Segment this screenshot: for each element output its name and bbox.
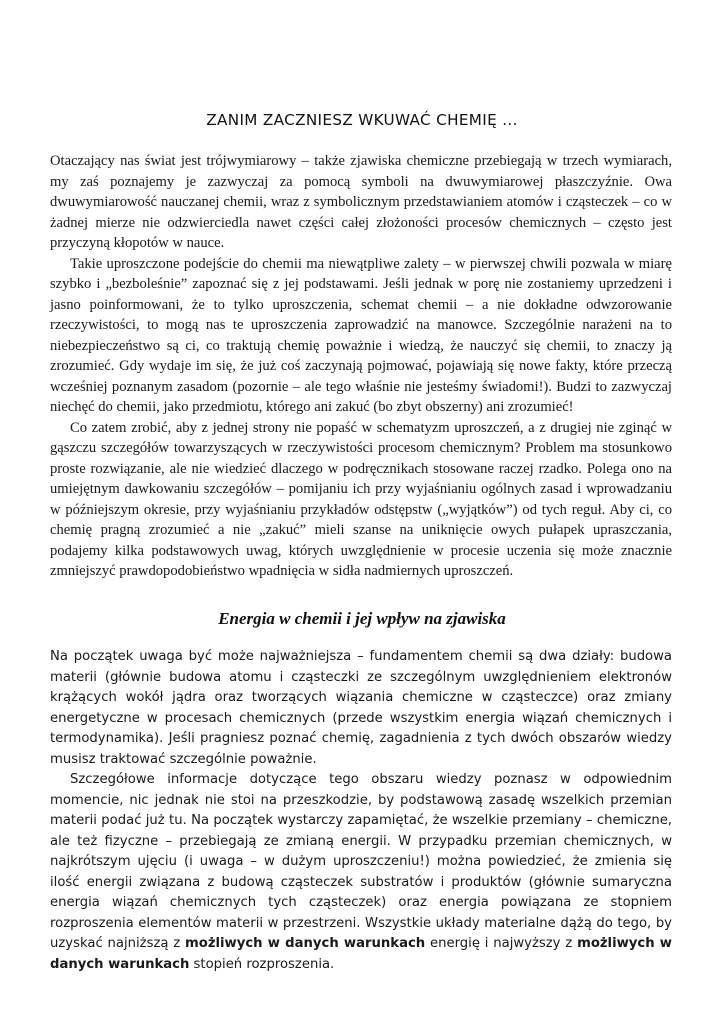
section-paragraph-2-text-3: stopień rozproszenia. bbox=[189, 956, 335, 972]
page-title: ZANIM ZACZNIESZ WKUWAĆ CHEMIĘ ... bbox=[206, 111, 518, 129]
energy-section bbox=[50, 647, 672, 975]
section-heading: Energia w chemii i jej wpływ na zjawiska bbox=[218, 609, 506, 628]
section-paragraph-2-text-1: Szczegółowe informacje dotyczące tego obszaru wiedzy poznasz w odpowiednim momencie, nic jednak nie stoi na przeszkodzie, by podstawową zasadę wszelkich przemian materii podać już tu. Na początek wystarczy zapamiętać, że wszelkie przemiany – chemiczne, ale też fizyczne – przebiegają ze zmianą energii. W przypadku przemian chemicznych, w najkrótszym ujęciu (i uwaga – w dużym uproszczeniu!) można powiedzieć, że zmienia się ilość energii związana z budową cząsteczek substratów i produktów (głównie sumaryczna energia wiązań chemicznych tych cząsteczek) oraz energia powiązana ze stopniem rozproszenia elementów materii w przestrzeni. Wszystkie układy materialne dążą do tego, by uzyskać najniższą z bbox=[50, 772, 672, 951]
section-paragraph-2-text-2: energię i najwyższy z bbox=[425, 936, 578, 951]
intro-section bbox=[50, 151, 672, 582]
intro-paragraph-1: Otaczający nas świat jest trójwymiarowy – także zjawiska chemiczne przebiegają w trzech wymiarach, my zaś poznajemy je zazwyczaj za pomocą symboli na dwuwymiarowej płaszczyźnie. Owa dwuwymiarowość nauczanej chemii, wraz z symbolicznym przedstawianiem atomów i cząsteczek – co w żadnej mierze nie odzwierciedla nawet części całej złożoności procesów chemicznych – często jest przyczyną kłopotów w nauce. bbox=[50, 153, 672, 251]
intro-paragraph-2: Takie uproszczone podejście do chemii ma niewątpliwe zalety – w pierwszej chwili pozwala w miarę szybko i „bezboleśnie” zapoznać się z jej podstawami. Jeśli jednak w porę nie zostaniemy uprzedzeni i jasno poinformowani, że to tylko uproszczenia, schemat chemii – a nie dokładne odwzorowanie rzeczywistości, to mogą nas te uproszczenia zaprowadzić na manowce. Szczególnie narażeni na to niebezpieczeństwo są ci, co traktują chemię poważnie i wiedzą, że nauczyć się chemii, to znaczy ją zrozumieć. Gdy wydaje im się, że już coś zaczynają pojmować, pojawiają się nowe fakty, które przeczą wcześniej poznanym zasadom (pozornie – ale tego właśnie nie jesteśmy świadomi!). Budzi to zazwyczaj niechęć do chemii, jako przedmiotu, którego ani zakuć (bo zbyt obszerny) ani zrozumieć! bbox=[50, 255, 672, 415]
bold-phrase-1: możliwych w danych warunkach bbox=[185, 936, 426, 951]
section-paragraph-1: Na początek uwaga być może najważniejsza – fundamentem chemii są dwa działy: budowa materii (głównie budowa atomu i cząsteczki ze szczególnym uwzględnieniem elektronów krążących wokół jądra oraz tworzących wiązania chemiczne w cząsteczce) oraz zmiany energetyczne w procesach chemicznych (przede wszystkim energia wiązań chemicznych i termodynamika). Jeśli pragniesz poznać chemię, zagadnienia z tych dwóch obszarów wiedzy musisz traktować szczególnie poważnie. bbox=[50, 649, 672, 767]
intro-paragraph-3: Co zatem zrobić, aby z jednej strony nie popaść w schematyzm uproszczeń, a z drugiej nie zginąć w gąszczu szczegółów towarzyszących w rzeczywistości procesom chemicznym? Problem ma stosunkowo proste rozwiązanie, ale nie wiedzieć dlaczego w podręcznikach stosowane raczej rzadko. Polega ono na umiejętnym dawkowaniu szczegółów – pomijaniu ich przy wyjaśnianiu ogólnych zasad i wprowadzaniu w późniejszym okresie, przy wyjaśnianiu przykładów odstępstw („wyjątków”) od tych reguł. Aby ci, co chemię pragną zrozumieć a nie „zakuć” mieli szanse na uniknięcie owych pułapek upraszczania, podajemy kilka podstawowych uwag, których uwzględnienie w procesie uczenia się może znacznie zmniejszyć prawdopodobieństwo wpadnięcia w sidła nadmiernych uproszczeń. bbox=[50, 419, 672, 579]
bold-phrase-2: możliwych w danych warunkach bbox=[50, 936, 672, 972]
section-paragraph-2 bbox=[50, 770, 672, 975]
